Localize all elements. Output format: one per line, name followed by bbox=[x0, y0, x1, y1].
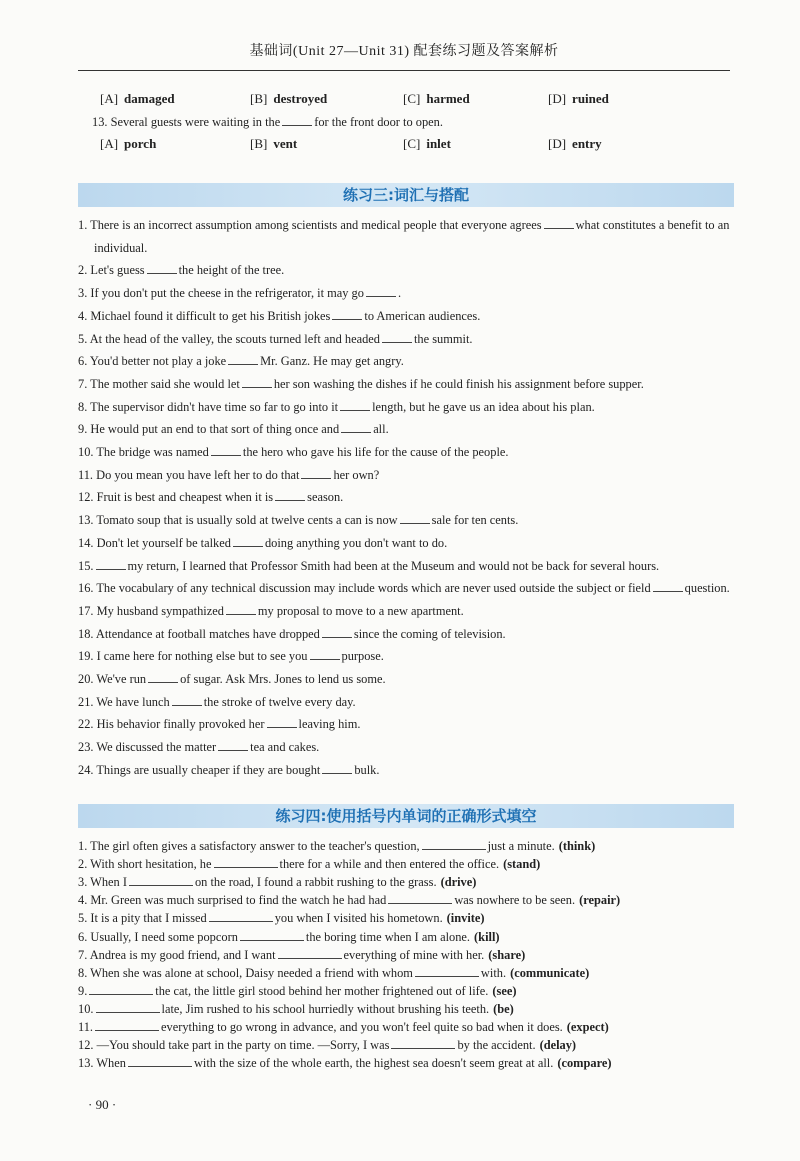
answer-blank[interactable] bbox=[96, 558, 126, 570]
answer-blank[interactable] bbox=[422, 838, 486, 850]
question-text: 11. Do you mean you have left her to do that bbox=[78, 467, 300, 482]
option-word: harmed bbox=[426, 91, 470, 106]
question-text: 11. bbox=[78, 1020, 94, 1034]
answer-blank[interactable] bbox=[89, 983, 153, 995]
question-text: leaving him. bbox=[298, 717, 361, 732]
question-text: 1. The girl often gives a satisfactory answer to the teacher's question, bbox=[78, 839, 420, 853]
question-text: you when I visited his hometown. bbox=[274, 911, 443, 926]
option-word: porch bbox=[124, 136, 157, 151]
answer-blank[interactable] bbox=[340, 399, 370, 411]
question-text: individual. bbox=[94, 240, 148, 255]
question-text: just a minute. bbox=[487, 839, 555, 853]
option-letter: [A] bbox=[100, 91, 119, 106]
question-row bbox=[78, 375, 740, 393]
question-text: 18. Attendance at football matches have dropped bbox=[78, 626, 320, 641]
option-letter: [C] bbox=[403, 136, 421, 151]
question-text: everything to go wrong in advance, and you won't feel quite so bad when it does. bbox=[161, 1020, 563, 1034]
question-row bbox=[78, 1018, 740, 1036]
question-text: season. bbox=[307, 490, 344, 505]
hint-word: (kill) bbox=[474, 929, 500, 944]
question-text: 2. With short hesitation, he bbox=[78, 857, 212, 872]
answer-blank[interactable] bbox=[267, 716, 297, 728]
question-text: 5. It is a pity that I missed bbox=[78, 911, 207, 926]
hint-word: (compare) bbox=[557, 1056, 612, 1071]
hint-word: (communicate) bbox=[510, 965, 590, 980]
question-row bbox=[78, 837, 740, 855]
hint-word: (be) bbox=[493, 1001, 514, 1016]
question-text: what constitutes a benefit to an bbox=[575, 218, 730, 232]
answer-blank[interactable] bbox=[211, 444, 241, 456]
option-letter: [C] bbox=[403, 91, 421, 106]
question-text: with. bbox=[480, 965, 507, 980]
option-word: ruined bbox=[572, 91, 609, 106]
question-row bbox=[78, 466, 740, 484]
question-text: my return, I learned that Professor Smith had been at the Museum and would not be back for several hours. bbox=[127, 558, 660, 573]
answer-blank[interactable] bbox=[242, 376, 272, 388]
answer-blank[interactable] bbox=[209, 910, 273, 922]
question-text: 23. We discussed the matter bbox=[78, 740, 217, 755]
hint-word: (see) bbox=[492, 983, 517, 998]
option-letter: [D] bbox=[548, 136, 567, 151]
option-a bbox=[100, 91, 175, 107]
question-row bbox=[78, 534, 740, 552]
question-row bbox=[78, 670, 740, 688]
question-row bbox=[78, 1000, 740, 1018]
question-text: to American audiences. bbox=[364, 308, 481, 323]
question-row bbox=[78, 761, 740, 779]
question-text: 3. When I bbox=[78, 875, 127, 890]
question-text: 12. Fruit is best and cheapest when it is bbox=[78, 490, 274, 505]
question-text: 17. My husband sympathized bbox=[78, 603, 224, 618]
question-row bbox=[78, 738, 740, 756]
answer-blank[interactable] bbox=[172, 694, 202, 706]
question-text: for the front door to open. bbox=[314, 115, 443, 129]
question-row bbox=[78, 398, 740, 416]
question-row bbox=[78, 1036, 740, 1054]
question-text: 13. Several guests were waiting in the bbox=[92, 115, 281, 129]
answer-blank[interactable] bbox=[544, 217, 574, 229]
option-word: entry bbox=[572, 136, 602, 151]
question-row bbox=[78, 261, 740, 279]
question-text: 10. bbox=[78, 1001, 94, 1016]
option-d bbox=[548, 91, 609, 107]
answer-blank[interactable] bbox=[240, 929, 304, 941]
question-row bbox=[78, 579, 740, 597]
question-text: 3. If you don't put the cheese in the refrigerator, it may go bbox=[78, 286, 364, 301]
option-letter: [B] bbox=[250, 136, 268, 151]
question-row bbox=[78, 873, 740, 891]
question-text: 5. At the head of the valley, the scouts turned left and headed bbox=[78, 331, 380, 346]
question-text: purpose. bbox=[341, 649, 384, 664]
question-row bbox=[78, 928, 740, 946]
question-text: 24. Things are usually cheaper if they are bought bbox=[78, 762, 321, 777]
question-text: my proposal to move to a new apartment. bbox=[257, 603, 464, 618]
hint-word: (delay) bbox=[539, 1038, 577, 1053]
question-text: 10. The bridge was named bbox=[78, 445, 209, 459]
question-text: the summit. bbox=[413, 331, 473, 346]
question-row bbox=[78, 443, 740, 461]
answer-blank[interactable] bbox=[282, 114, 312, 126]
hint-word: (expect) bbox=[566, 1020, 609, 1034]
question-text: her own? bbox=[333, 467, 380, 482]
option-b bbox=[250, 136, 297, 152]
option-letter: [D] bbox=[548, 91, 567, 106]
question-row bbox=[78, 982, 740, 1000]
question-text: question. bbox=[684, 581, 730, 596]
answer-blank[interactable] bbox=[388, 892, 452, 904]
option-letter: [B] bbox=[250, 91, 268, 106]
section-4-banner: 练习四:使用括号内单词的正确形式填空 bbox=[78, 804, 734, 828]
question-text: the hero who gave his life for the cause of the people. bbox=[242, 445, 509, 459]
hint-word: (drive) bbox=[440, 875, 477, 890]
question-text: 22. His behavior finally provoked her bbox=[78, 717, 265, 732]
option-a bbox=[100, 136, 156, 152]
question-row bbox=[78, 693, 740, 711]
question-text: the cat, the little girl stood behind her mother frightened out of life. bbox=[155, 983, 489, 998]
question-row bbox=[78, 964, 740, 982]
question-text: 7. Andrea is my good friend, and I want bbox=[78, 947, 276, 962]
question-text: the height of the tree. bbox=[178, 263, 285, 278]
hint-word: (think) bbox=[558, 839, 596, 853]
question-row bbox=[78, 352, 740, 370]
answer-blank[interactable] bbox=[278, 947, 342, 959]
question-row bbox=[78, 488, 740, 506]
answer-blank[interactable] bbox=[382, 331, 412, 343]
question-text: with the size of the whole earth, the highest sea doesn't seem great at all. bbox=[193, 1056, 554, 1071]
question-text: 1. There is an incorrect assumption among scientists and medical people that everyone agrees bbox=[78, 218, 542, 232]
hint-word: (stand) bbox=[503, 857, 541, 872]
answer-blank[interactable] bbox=[391, 1037, 455, 1049]
question-text: 6. You'd better not play a joke bbox=[78, 354, 227, 369]
question-text: 2. Let's guess bbox=[78, 263, 145, 278]
answer-blank[interactable] bbox=[322, 762, 352, 774]
question-text: all. bbox=[373, 422, 389, 437]
question-text: sale for ten cents. bbox=[431, 513, 519, 528]
option-d bbox=[548, 136, 602, 152]
page-header: 基础词(Unit 27—Unit 31) 配套练习题及答案解析 bbox=[78, 40, 730, 71]
answer-blank[interactable] bbox=[233, 535, 263, 547]
answer-blank[interactable] bbox=[322, 626, 352, 638]
question-text: there for a while and then entered the office. bbox=[279, 857, 500, 872]
question-13 bbox=[92, 113, 740, 131]
question-text: by the accident. bbox=[457, 1038, 536, 1053]
hint-word: (repair) bbox=[579, 893, 621, 908]
option-letter: [A] bbox=[100, 136, 119, 151]
question-row bbox=[78, 1054, 740, 1072]
answer-blank[interactable] bbox=[226, 603, 256, 615]
question-row bbox=[78, 511, 740, 529]
question-text: . bbox=[397, 286, 402, 301]
question-text: 4. Michael found it difficult to get his British jokes bbox=[78, 308, 331, 323]
question-text: 21. We have lunch bbox=[78, 694, 170, 709]
question-text: 19. I came here for nothing else but to see you bbox=[78, 649, 308, 664]
page-number: · 90 · bbox=[88, 1097, 117, 1112]
answer-blank[interactable] bbox=[366, 285, 396, 297]
answer-blank[interactable] bbox=[218, 739, 248, 751]
question-row bbox=[78, 647, 740, 665]
answer-blank[interactable] bbox=[228, 353, 258, 365]
question-text: 12. —You should take part in the party on time. —Sorry, I was bbox=[78, 1038, 390, 1053]
answer-blank[interactable] bbox=[400, 512, 430, 524]
question-row bbox=[78, 557, 740, 575]
question-text: 7. The mother said she would let bbox=[78, 376, 240, 391]
question-text: 20. We've run bbox=[78, 672, 147, 686]
question-text: doing anything you don't want to do. bbox=[264, 535, 448, 550]
answer-blank[interactable] bbox=[310, 648, 340, 660]
question-text: 13. When bbox=[78, 1056, 126, 1071]
question-text: bulk. bbox=[354, 762, 380, 777]
answer-blank[interactable] bbox=[301, 467, 331, 479]
question-text: the stroke of twelve every day. bbox=[203, 694, 356, 709]
answer-blank[interactable] bbox=[95, 1019, 159, 1031]
question-text: the boring time when I am alone. bbox=[305, 929, 471, 944]
option-c bbox=[403, 91, 470, 107]
question-row bbox=[78, 602, 740, 620]
answer-blank[interactable] bbox=[147, 262, 177, 274]
option-word: damaged bbox=[124, 91, 175, 106]
answer-blank[interactable] bbox=[148, 671, 178, 683]
question-row bbox=[78, 909, 740, 927]
question-text: was nowhere to be seen. bbox=[454, 893, 576, 908]
option-word: vent bbox=[273, 136, 298, 151]
answer-blank[interactable] bbox=[341, 421, 371, 433]
question-text: 13. Tomato soup that is usually sold at twelve cents a can is now bbox=[78, 513, 398, 528]
question-text: 14. Don't let yourself be talked bbox=[78, 535, 231, 550]
answer-blank[interactable] bbox=[275, 489, 305, 501]
question-row bbox=[78, 625, 740, 643]
question-text: 8. The supervisor didn't have time so far to go into it bbox=[78, 399, 339, 414]
question-text: of sugar. Ask Mrs. Jones to lend us some. bbox=[180, 672, 386, 686]
question-row bbox=[78, 284, 740, 302]
option-b bbox=[250, 91, 327, 107]
answer-blank[interactable] bbox=[415, 965, 479, 977]
question-text: 15. bbox=[78, 558, 94, 573]
answer-blank[interactable] bbox=[653, 580, 683, 592]
question-text: on the road, I found a rabbit rushing to the grass. bbox=[194, 875, 437, 890]
answer-blank[interactable] bbox=[96, 1001, 160, 1013]
hint-word: (share) bbox=[488, 947, 526, 962]
answer-blank[interactable] bbox=[128, 1055, 192, 1067]
answer-blank[interactable] bbox=[214, 856, 278, 868]
question-text: 6. Usually, I need some popcorn bbox=[78, 929, 238, 944]
question-row bbox=[78, 307, 740, 325]
question-text: late, Jim rushed to his school hurriedly without brushing his teeth. bbox=[161, 1001, 490, 1016]
question-text: 8. When she was alone at school, Daisy needed a friend with whom bbox=[78, 965, 413, 980]
question-text: tea and cakes. bbox=[250, 740, 320, 755]
question-row bbox=[78, 891, 740, 909]
answer-blank[interactable] bbox=[129, 874, 193, 886]
question-text: 4. Mr. Green was much surprised to find the watch he had had bbox=[78, 893, 387, 908]
option-word: destroyed bbox=[273, 91, 328, 106]
options-row-q12 bbox=[100, 91, 720, 111]
question-text: length, but he gave us an idea about his plan. bbox=[372, 399, 595, 414]
options-row-q13 bbox=[100, 136, 720, 156]
section-3-banner: 练习三:词汇与搭配 bbox=[78, 183, 734, 207]
option-word: inlet bbox=[426, 136, 451, 151]
question-row bbox=[78, 330, 740, 348]
question-text: 9. bbox=[78, 983, 88, 998]
question-text: her son washing the dishes if he could finish his assignment before supper. bbox=[273, 376, 644, 391]
question-text: 9. He would put an end to that sort of thing once and bbox=[78, 422, 340, 437]
option-c bbox=[403, 136, 451, 152]
question-text: everything of mine with her. bbox=[343, 947, 485, 962]
question-row bbox=[94, 239, 740, 257]
question-row bbox=[78, 715, 740, 733]
question-row bbox=[78, 420, 740, 438]
answer-blank[interactable] bbox=[332, 308, 362, 320]
question-text: since the coming of television. bbox=[353, 626, 506, 641]
question-text: 16. The vocabulary of any technical discussion may include words which are never used outside the subject or field bbox=[78, 581, 651, 596]
question-row bbox=[78, 216, 740, 234]
question-row bbox=[78, 946, 740, 964]
question-text: Mr. Ganz. He may get angry. bbox=[260, 354, 404, 369]
hint-word: (invite) bbox=[446, 911, 485, 926]
question-row bbox=[78, 855, 740, 873]
